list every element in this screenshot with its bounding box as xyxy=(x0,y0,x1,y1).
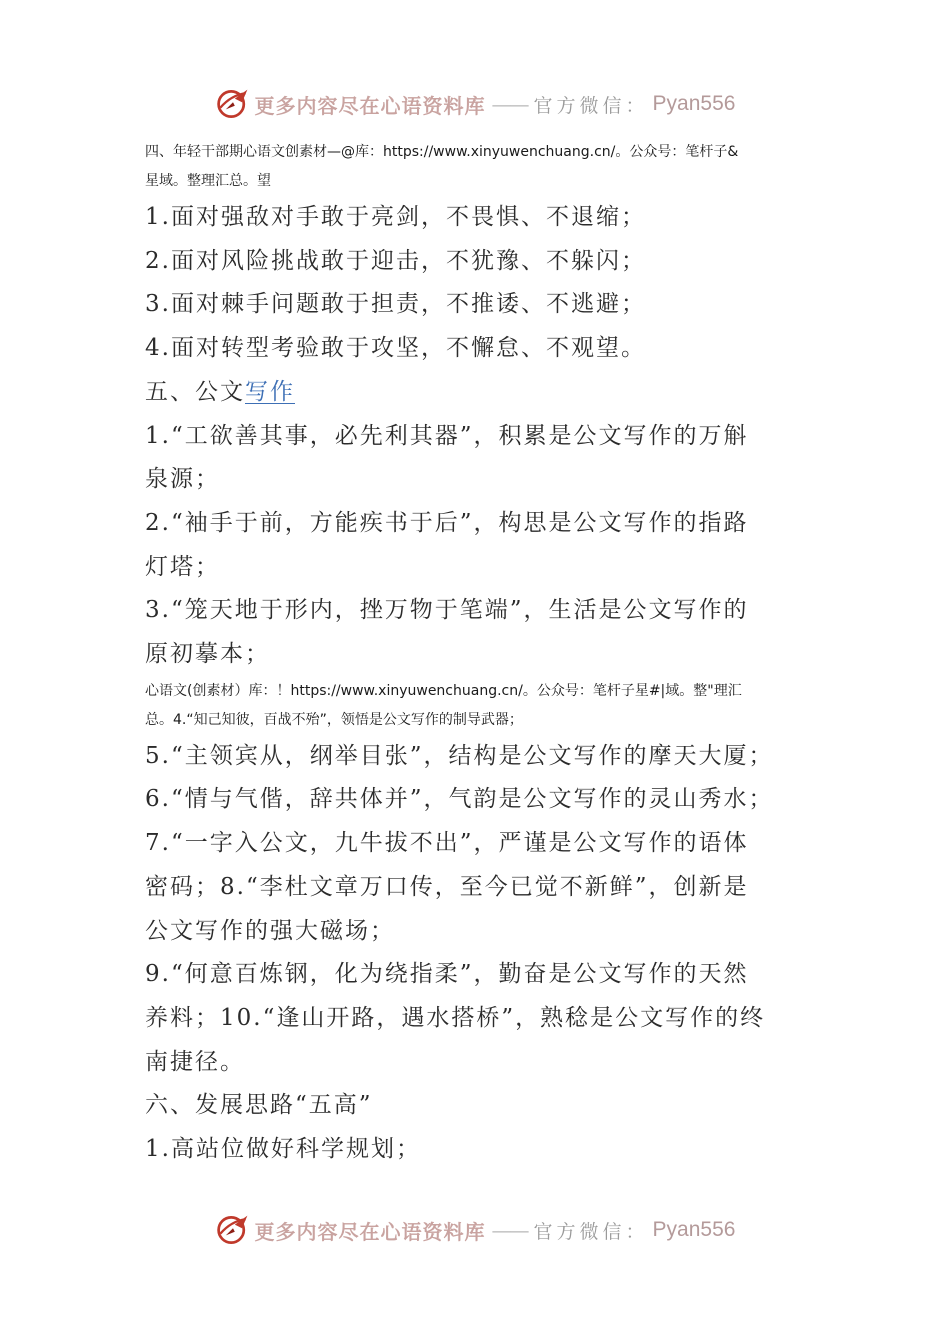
section4-item-4: 4.面对转型考验敢于攻坚，不懈怠、不观望。 xyxy=(145,335,646,362)
section5-line-12: 9.“何意百炼钢，化为绕指柔”，勤奋是公文写作的天然 xyxy=(145,961,749,988)
section5-line-11: 公文写作的强大磁场； xyxy=(145,917,395,944)
section5-heading-prefix: 五、公文 xyxy=(145,378,245,405)
section5-line-1: 1.“工欲善其事，必先利其器”，积累是公文写作的万斛 xyxy=(145,422,749,449)
intro-note-line-1: 四、年轻干部期心语文创素材—@库：https://www.xinyuwenchuang.cn/。公众号：笔杆子& xyxy=(145,144,739,160)
document-body xyxy=(145,138,810,1172)
section4-item-2: 2.面对风险挑战敢于迎击，不犹豫、不躲闪； xyxy=(145,247,646,274)
section5-line-14: 南捷径。 xyxy=(145,1048,245,1075)
section5-line-4: 灯塔； xyxy=(145,553,220,580)
pen-logo-icon xyxy=(215,1212,251,1248)
header-banner xyxy=(0,84,950,124)
section6-heading: 六、发展思路“五高” xyxy=(145,1092,373,1119)
writing-link[interactable]: 写作 xyxy=(245,378,295,405)
banner-main-text: 更多内容尽在心语资料库 xyxy=(254,93,486,118)
banner-main-text: 更多内容尽在心语资料库 xyxy=(254,1219,486,1244)
banner-dash: —— xyxy=(491,1218,528,1242)
section5-line-3: 2.“袖手于前，方能疾书于后”，构思是公文写作的指路 xyxy=(145,509,749,536)
section5-line-5: 3.“笼天地于形内，挫万物于笔端”，生活是公文写作的 xyxy=(145,597,749,624)
section6-item-1: 1.高站位做好科学规划； xyxy=(145,1136,421,1163)
section5-line-6: 原初摹本； xyxy=(145,641,270,668)
footer-banner xyxy=(0,1210,950,1250)
section5-line-2: 泉源； xyxy=(145,466,220,493)
banner-official-text: 官方微信： xyxy=(533,1220,649,1243)
section4-item-3: 3.面对棘手问题敢于担责，不推诿、不逃避； xyxy=(145,291,646,318)
pen-logo-icon xyxy=(215,86,251,122)
section5-line-7: 5.“主领宾从，纲举目张”，结构是公文写作的摩天大厦； xyxy=(145,742,774,769)
intro-note-line-2: 星域。整理汇总。望 xyxy=(145,173,271,189)
section5-heading xyxy=(145,371,810,415)
banner-wechat-id: Pyan556 xyxy=(652,92,736,115)
banner-dash: —— xyxy=(491,92,528,116)
banner-official-text: 官方微信： xyxy=(533,94,649,117)
section5-line-9: 7.“一字入公文，九牛拔不出”，严谨是公文写作的语体 xyxy=(145,830,749,857)
footer-banner-inner xyxy=(215,1212,736,1248)
section4-item-1: 1.面对强敌对手敢于亮剑，不畏惧、不退缩； xyxy=(145,204,646,230)
section5-line-10: 密码；8.“李杜文章万口传，至今已觉不新鲜”，创新是 xyxy=(145,873,749,900)
banner-wechat-id: Pyan556 xyxy=(652,1218,736,1241)
middle-note-line-2: 总。4.“知己知彼，百战不殆”，领悟是公文写作的制导武器； xyxy=(145,711,523,728)
middle-note-line-1: 心语文(创素材）库：！https://www.xinyuwenchuang.cn/。公众号：笔杆子星#|域。整"理汇 xyxy=(145,682,742,699)
section5-line-8: 6.“情与气偕，辞共体并”，气韵是公文写作的灵山秀水； xyxy=(145,786,774,813)
header-banner-inner xyxy=(215,86,736,122)
section5-line-13: 养料；10.“逢山开路，遇水搭桥”，熟稔是公文写作的终 xyxy=(145,1004,766,1031)
